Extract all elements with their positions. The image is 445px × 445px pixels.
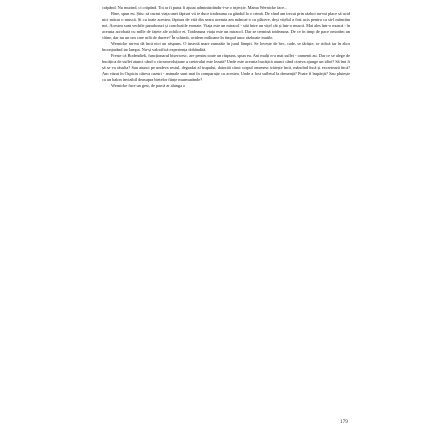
page-number: 179 — [340, 419, 348, 425]
text-column — [102, 5, 350, 415]
paragraph-5: Wernicke face un gest, de parcă ar alunga o — [111, 83, 186, 89]
paragraph-2: Bine, spun eu. Știu: să curmi viața unei făpturi vii te duce totdeauna cu gândul la o crimă. De când am trecut prin război nu-mi place să ucid nici măcar o muscă. Și cu toate acestea, făptura de vită din seara aceasta am mâncat-o cu plăcere, deși vițelul a fost ucis pentru ca să-l mâncăm noi. Acestea sunt vechile paradoxuri și concluziile eronate. Viața este un miracol - stăi între un vițel cât și într-o muscă. Mai ales într-o muscă - în aceasta acrobată cu mille de fațete ale ochilor ei. Totdeauna viața este un miracol. Dar se termină totdeauna. De ce în timp de pace omorâm un câine, dar nu un om care urlă de durere? În schimb, ucidem milioane în timpul unor războaie inutile. — [102, 11, 350, 41]
paragraph-4: Freste că Bodendiek, funcționarul bisericesc, are pentru toate un răspuns, spun eu. Ani mulți n-a mai suflet - oamenii au. Dar ce se alege de bucățica de suflet atunci când o circumvoluțiune a creierului este lezată? Unde este aceasta bucățică atunci când cineva ajunge un idiot? Să îmi fi să se va răsulta? Sau atunci pe undeva restul, degradat al trupului, datorită cărui corpul omenesc trăiește încă, mâncînd încă și excretează încă? Am văzut în Ospiciu câteva cazuri - animale sunt mai în comparație cu acestea. Unde a fost sufletul la demență? Poate fi împărțit? Sau plutește ca un balon invizibil deasupra bietelor ființe murmurânde? — [102, 53, 350, 83]
paragraph-3: Wernicke nu-mi dă încă nici un răspuns. O insectă mare zumzăie în jurul lămpii. Se lovește de bec, cade, se târăște, se ridică iar în zbor înconjurând iar lampa. Nu-și valorifică experiența dobândită. — [102, 41, 350, 53]
paragraph-1: crăpând. Nu murind, ci crăpând. Tot ar fi putut fi ajutat administrându-i-se o injecție. Mama Wernicke face... — [102, 5, 288, 10]
